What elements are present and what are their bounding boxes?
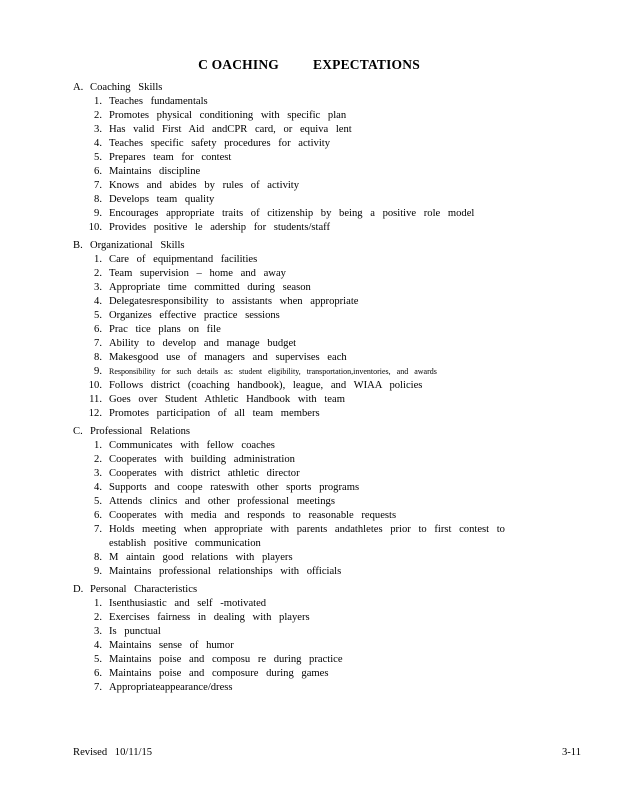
list-item — [73, 309, 603, 323]
list-item — [73, 365, 603, 379]
item-number: 5. — [94, 152, 102, 163]
item-number: 3. — [94, 468, 102, 479]
list-item — [73, 337, 603, 351]
list-item — [73, 351, 603, 365]
item-text: Teaches fundamentals — [109, 96, 208, 107]
list-item — [73, 597, 603, 611]
item-number: 2. — [94, 268, 102, 279]
item-number: 10. — [88, 380, 102, 391]
item-text: Cooperates with district athletic director — [109, 468, 300, 479]
revised-date: Revised 10/11/15 — [73, 747, 153, 758]
section-letter: C. — [73, 426, 83, 437]
list-item — [73, 295, 603, 309]
item-text: Promotes participation of all team members — [109, 408, 320, 419]
item-number: 8. — [94, 552, 102, 563]
list-item — [73, 639, 603, 653]
list-item — [73, 323, 603, 337]
item-number: 3. — [94, 626, 102, 637]
item-number: 4. — [94, 640, 102, 651]
list-item — [73, 221, 603, 235]
section-letter: A. — [73, 82, 84, 93]
item-text: Maintains discipline — [109, 166, 201, 177]
section-d — [73, 583, 603, 695]
section-a — [73, 81, 603, 235]
section-heading-text: Coaching Skills — [90, 82, 163, 93]
item-number: 9. — [94, 566, 102, 577]
list-item — [73, 137, 603, 151]
item-text: Cooperates with media and responds to reasonable requests — [109, 510, 397, 521]
list-item — [73, 509, 603, 523]
list-item — [73, 379, 603, 393]
section-heading — [73, 583, 603, 597]
item-text: Prepares team for contest — [109, 152, 232, 163]
item-list — [73, 597, 603, 695]
section-heading — [73, 239, 603, 253]
item-number: 12. — [88, 408, 102, 419]
item-number: 8. — [94, 194, 102, 205]
item-text: Promotes physical conditioning with specific plan — [109, 110, 347, 121]
item-number: 5. — [94, 496, 102, 507]
list-item — [73, 495, 603, 509]
item-number: 7. — [94, 524, 102, 535]
item-number: 7. — [94, 682, 102, 693]
item-text: Encourages appropriate traits of citizenship by being a positive role model — [109, 208, 475, 219]
item-text: Team supervision – home and away — [109, 268, 286, 279]
item-number: 9. — [94, 366, 102, 377]
list-item — [73, 281, 603, 295]
list-item — [73, 193, 603, 207]
page-footer — [73, 747, 581, 758]
item-text: Ability to develop and manage budget — [109, 338, 297, 349]
item-number: 6. — [94, 668, 102, 679]
item-number: 4. — [94, 482, 102, 493]
section-letter: B. — [73, 240, 83, 251]
list-item — [73, 95, 603, 109]
item-number: 9. — [94, 208, 102, 219]
item-number: 1. — [94, 598, 102, 609]
list-item — [73, 467, 603, 481]
item-text: Provides positive le adership for students/staff — [109, 222, 331, 233]
item-text: Maintains sense of humor — [109, 640, 234, 651]
item-text: Maintains professional relationships with officials — [109, 566, 342, 577]
item-text: Organizes effective practice sessions — [109, 310, 280, 321]
list-item — [73, 151, 603, 165]
item-number: 11. — [89, 394, 102, 405]
item-number: 2. — [94, 612, 102, 623]
item-text: Attends clinics and other professional meetings — [109, 496, 335, 507]
item-text: Exercises fairness in dealing with players — [109, 612, 310, 623]
list-item — [73, 253, 603, 267]
list-item — [73, 565, 603, 579]
item-number: 2. — [94, 454, 102, 465]
item-number: 7. — [94, 180, 102, 191]
item-list — [73, 439, 603, 579]
item-number: 1. — [94, 254, 102, 265]
item-number: 6. — [94, 324, 102, 335]
section-heading-text: Organizational Skills — [90, 240, 185, 251]
item-number: 2. — [94, 110, 102, 121]
list-item — [73, 611, 603, 625]
list-item — [73, 407, 603, 421]
item-text: Maintains poise and composure during games — [109, 668, 329, 679]
item-number: 10. — [88, 222, 102, 233]
list-item — [73, 439, 603, 453]
item-text: Maintains poise and composu re during practice — [109, 654, 343, 665]
expectations-outline — [73, 81, 603, 699]
list-item — [73, 625, 603, 639]
item-text: Makesgood use of managers and supervises each — [109, 352, 347, 363]
item-number: 5. — [94, 654, 102, 665]
item-text: Isenthusiastic and self -motivated — [109, 598, 267, 609]
title-word-2: EXPECTATIONS — [313, 57, 420, 72]
list-item — [73, 551, 603, 565]
item-text: Develops team quality — [109, 194, 215, 205]
section-heading — [73, 425, 603, 439]
item-text: M aintain good relations with players — [109, 552, 293, 563]
item-number: 7. — [94, 338, 102, 349]
item-number: 4. — [94, 296, 102, 307]
item-list — [73, 253, 603, 421]
list-item — [73, 653, 603, 667]
list-item — [73, 393, 603, 407]
item-number: 6. — [94, 166, 102, 177]
item-text: Appropriate time committed during season — [109, 282, 311, 293]
item-text: Supports and coope rateswith other sports programs — [109, 482, 360, 493]
list-item — [73, 267, 603, 281]
section-c — [73, 425, 603, 579]
item-number: 3. — [94, 124, 102, 135]
item-text: Responsibility for such details as: student eligibility, transportation,inventories, and awards — [109, 367, 437, 376]
page-number: 3-11 — [561, 747, 581, 758]
item-number: 8. — [94, 352, 102, 363]
list-item — [73, 681, 603, 695]
list-item — [73, 123, 603, 137]
list-item — [73, 453, 603, 467]
list-item — [73, 165, 603, 179]
item-text: Cooperates with building administration — [109, 454, 295, 465]
item-text: Goes over Student Athletic Handbook with team — [109, 394, 345, 405]
item-text: Communicates with fellow coaches — [109, 440, 275, 451]
item-number: 3. — [94, 282, 102, 293]
list-item — [73, 179, 603, 193]
section-heading — [73, 81, 603, 95]
item-text: Delegatesresponsibility to assistants when appropriate — [109, 296, 359, 307]
page-title — [0, 57, 618, 73]
item-text: Holds meeting when appropriate with parents andathletes prior to first contest to establish positive communication — [109, 524, 505, 549]
item-number: 1. — [94, 440, 102, 451]
section-heading-text: Professional Relations — [90, 426, 191, 437]
section-heading-text: Personal Characteristics — [90, 584, 198, 595]
section-letter: D. — [73, 584, 84, 595]
title-word-1: C OACHING — [198, 57, 279, 72]
item-text: Knows and abides by rules of activity — [109, 180, 300, 191]
item-number: 1. — [94, 96, 102, 107]
item-text: Teaches specific safety procedures for activity — [109, 138, 331, 149]
list-item — [73, 523, 603, 551]
list-item — [73, 667, 603, 681]
item-list — [73, 95, 603, 235]
list-item — [73, 481, 603, 495]
item-number: 5. — [94, 310, 102, 321]
item-text: Appropriateappearance/dress — [109, 682, 233, 693]
list-item — [73, 109, 603, 123]
item-text: Has valid First Aid andCPR card, or equiva lent — [109, 124, 352, 135]
item-number: 4. — [94, 138, 102, 149]
item-text: Follows district (coaching handbook), league, and WIAA policies — [109, 380, 423, 391]
item-text: Care of equipmentand facilities — [109, 254, 258, 265]
item-number: 6. — [94, 510, 102, 521]
list-item — [73, 207, 603, 221]
item-text: Prac tice plans on file — [109, 324, 221, 335]
section-b — [73, 239, 603, 421]
item-text: Is punctual — [109, 626, 161, 637]
